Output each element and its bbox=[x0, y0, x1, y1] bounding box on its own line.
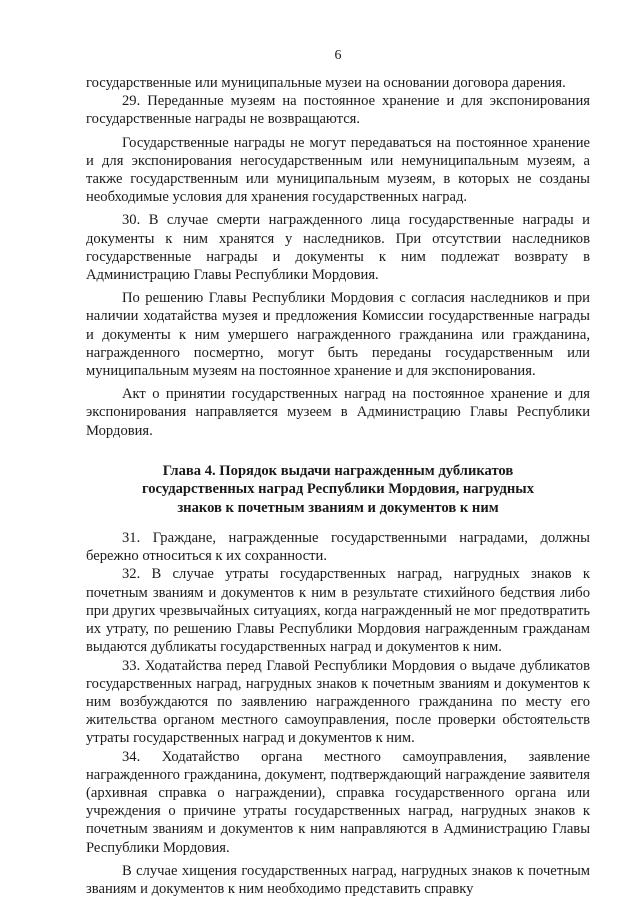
paragraph-33: 33. Ходатайства перед Главой Республики Мордовия о выдаче дубликатов государственных наград, нагрудных знаков к почетным званиям и документов к ним возбуждаются по заявлению награжденного гражданина по месту его жительства органом местного самоуправления, после проверки обстоятельств утраты государственных наград и документов к ним. bbox=[86, 657, 590, 747]
page-number: 6 bbox=[334, 48, 342, 63]
paragraph-30-museum-transfer: По решению Главы Республики Мордовия с согласия наследников и при наличии ходатайства музея и предложения Комиссии государственные награды и документы к ним умершего награжденного гражданина или гражданина, награжденного посмертно, могут быть переданы государственным или муниципальным музеям на постоянное хранение и для экспонирования. bbox=[86, 290, 590, 380]
paragraph-31: 31. Граждане, награжденные государственными наградами, должны бережно относиться к их сохранности. bbox=[86, 530, 590, 565]
paragraph-30-act: Акт о принятии государственных наград на постоянное хранение и для экспонирования направляется музеем в Администрацию Главы Республики Мордовия. bbox=[86, 386, 590, 439]
paragraph-34-theft: В случае хищения государственных наград, нагрудных знаков к почетным званиям и документов к ним необходимо представить справку bbox=[86, 862, 590, 897]
paragraph-30: 30. В случае смерти награжденного лица государственные награды и документы к ним хранятся у наследников. При отсутствии наследников государственные награды и документы к ним подлежат возврату в Администрацию Главы Республики Мордовия. bbox=[86, 212, 590, 284]
document-page bbox=[86, 48, 590, 898]
paragraph-32: 32. В случае утраты государственных наград, нагрудных знаков к почетным званиям и документов к ним в результате стихийного бедствия либо при других чрезвычайных ситуациях, когда награжденный не мог предотвратить их утрату, по решению Главы Республики Мордовия награжденным гражданам выдаются дубликаты государственных наград и документов к ним. bbox=[86, 566, 590, 656]
paragraph-29-restriction: Государственные награды не могут передаваться на постоянное хранение и для экспонирования негосударственным или немуниципальным музеям, а также государственным или муниципальным музеям, в которых не созданы необходимые условия для хранения государственных наград. bbox=[86, 134, 590, 206]
chapter-title: Глава 4. Порядок выдачи награжденным дубликатов государственных наград Республики Мордовия, нагрудных знаков к почетным званиям и документов к ним bbox=[141, 462, 535, 516]
paragraph-continuation: государственные или муниципальные музеи на основании договора дарения. bbox=[86, 75, 566, 91]
paragraph-29: 29. Переданные музеям на постоянное хранение и для экспонирования государственные награды не возвращаются. bbox=[86, 93, 590, 128]
paragraph-34: 34. Ходатайство органа местного самоуправления, заявление награжденного гражданина, документ, подтверждающий награждение заявителя (архивная справка о награждении), справка государственного органа или учреждения о причине утраты государственных наград, нагрудных знаков к почетным званиям и документов к ним направляются в Администрацию Главы Республики Мордовия. bbox=[86, 748, 590, 856]
